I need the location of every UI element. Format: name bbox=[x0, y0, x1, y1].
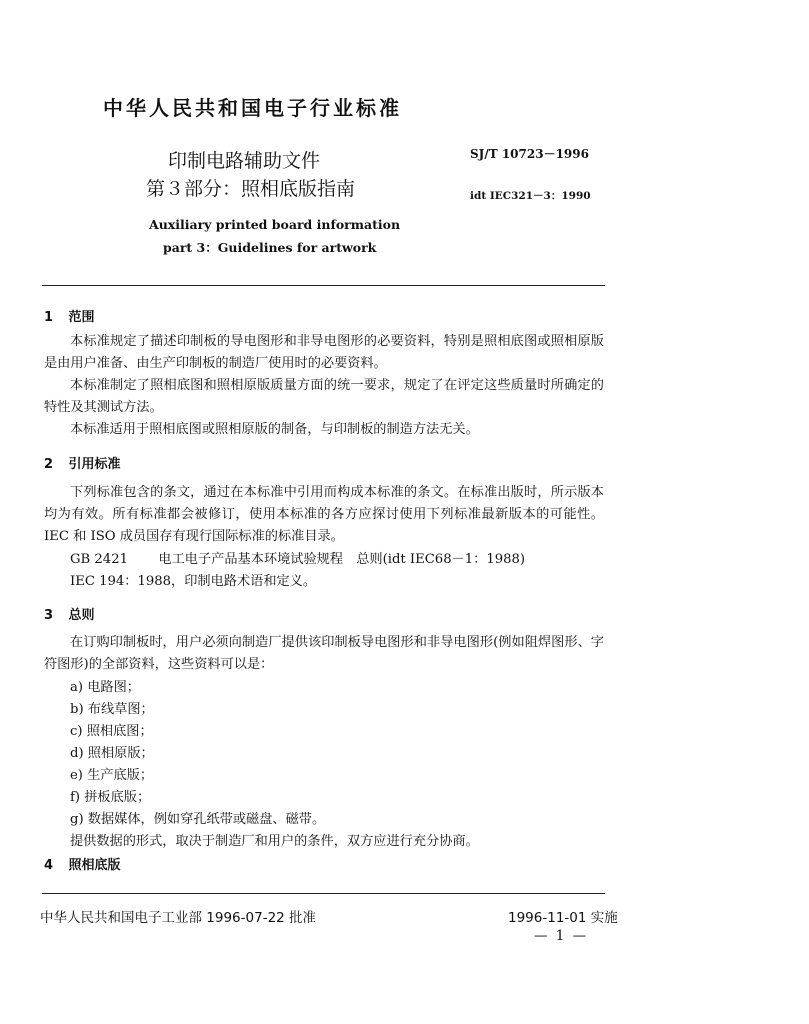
approval-statement: 中华人民共和国电子工业部 1996-07-22 批准 bbox=[40, 910, 317, 926]
section-number: 2 bbox=[44, 457, 54, 472]
footer-divider bbox=[42, 893, 605, 894]
english-title-line2: part 3：Guidelines for artwork bbox=[163, 240, 377, 255]
industry-standard-header: 中华人民共和国电子行业标准 bbox=[103, 96, 402, 120]
reference-2: IEC 194：1988，印制电路术语和定义。 bbox=[70, 574, 317, 589]
reference-title: 电工电子产品基本环境试验规程 总则(idt IEC68－1：1988) bbox=[158, 552, 526, 567]
section-3-paragraph-2: 提供数据的形式，取决于制造厂和用户的条件，双方应进行充分协商。 bbox=[70, 834, 479, 849]
standard-number: SJ/T 10723－1996 bbox=[470, 147, 589, 161]
header-divider bbox=[42, 285, 605, 286]
section-title: 引用标准 bbox=[68, 457, 121, 472]
section-number: 3 bbox=[44, 608, 54, 623]
effective-date: 1996-11-01 实施 bbox=[508, 910, 618, 926]
section-number: 1 bbox=[44, 310, 54, 325]
reference-1 bbox=[70, 548, 525, 567]
list-item: f) 拼板底版； bbox=[70, 790, 151, 805]
idt-reference: idt IEC321－3：1990 bbox=[470, 190, 591, 202]
list-item: g) 数据媒体，例如穿孔纸带或磁盘、磁带。 bbox=[70, 812, 326, 827]
list-item: d) 照相原版； bbox=[70, 746, 154, 761]
section-3-paragraph-1: 在订购印制板时，用户必须向制造厂提供该印制板导电图形和非导电图形(例如阻焊图形、字符图形)的全部资料，这些资料可以是： bbox=[44, 635, 604, 672]
list-item: a) 电路图； bbox=[70, 680, 140, 695]
section-title: 范围 bbox=[68, 310, 95, 325]
section-title: 总则 bbox=[68, 608, 95, 623]
section-3-heading bbox=[44, 604, 95, 623]
section-2-heading bbox=[44, 453, 121, 472]
section-4-heading bbox=[44, 854, 121, 873]
list-item: c) 照相底图； bbox=[70, 724, 153, 739]
list-item: b) 布线草图； bbox=[70, 702, 154, 717]
doc-title-line2: 第３部分：照相底版指南 bbox=[146, 178, 356, 200]
page-number: — 1 — bbox=[534, 928, 589, 944]
section-number: 4 bbox=[44, 858, 54, 873]
section-2-paragraph-1: 下列标准包含的条文，通过在本标准中引用而构成本标准的条文。在标准出版时，所示版本均为有效。所有标准都会被修订，使用本标准的各方应探讨使用下列标准最新版本的可能性。IEC 和 ISO 成员国存有现行国际标准的标准目录。 bbox=[44, 485, 604, 544]
list-item: e) 生产底版； bbox=[70, 768, 154, 783]
section-1-paragraph-3: 本标准适用于照相底图或照相原版的制备，与印制板的制造方法无关。 bbox=[70, 422, 479, 437]
section-1-heading bbox=[44, 306, 95, 325]
section-title: 照相底版 bbox=[68, 858, 121, 873]
english-title-line1: Auxiliary printed board information bbox=[149, 217, 401, 232]
reference-code: GB 2421 bbox=[70, 552, 128, 567]
doc-title-line1: 印制电路辅助文件 bbox=[168, 150, 321, 172]
section-1-paragraph-2: 本标准制定了照相底图和照相原版质量方面的统一要求，规定了在评定这些质量时所确定的特性及其测试方法。 bbox=[44, 378, 604, 415]
section-1-paragraph-1: 本标准规定了描述印制板的导电图形和非导电图形的必要资料，特别是照相底图或照相原版是由用户准备、由生产印制板的制造厂使用时的必要资料。 bbox=[44, 334, 604, 371]
